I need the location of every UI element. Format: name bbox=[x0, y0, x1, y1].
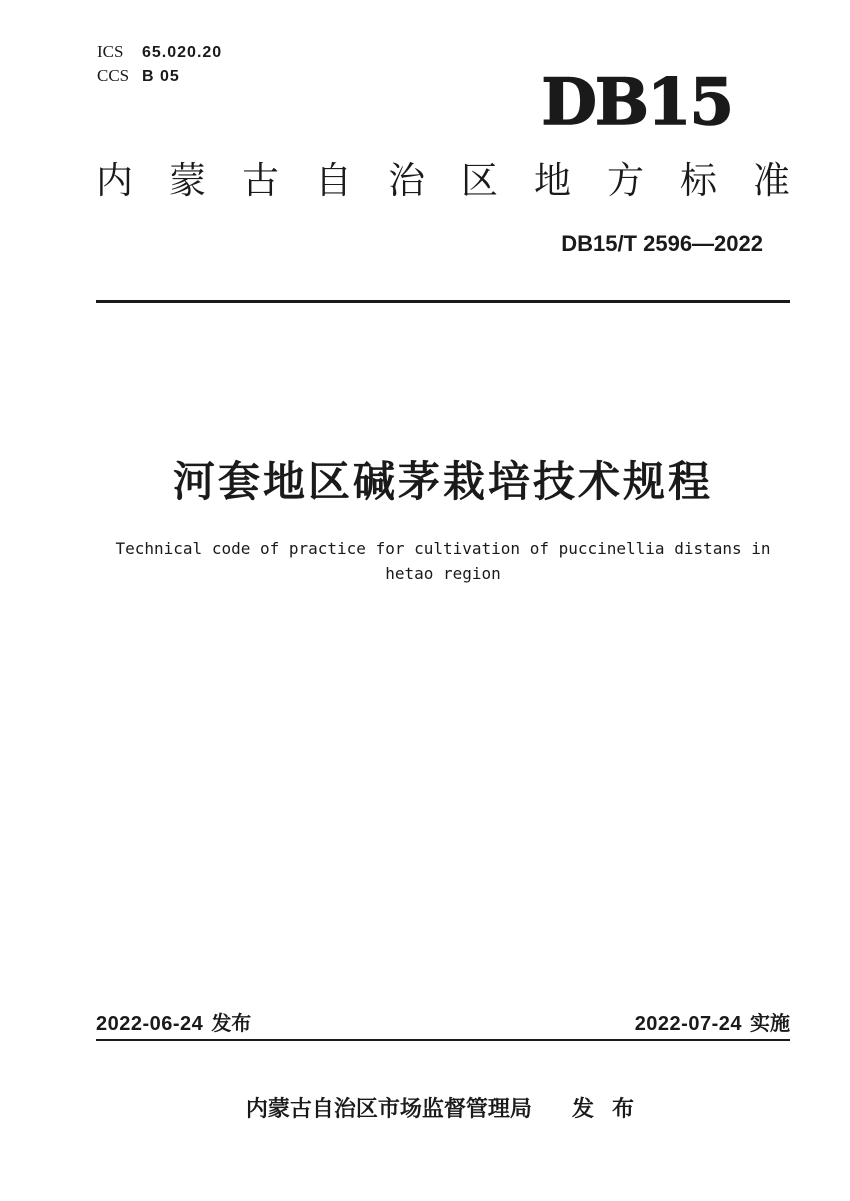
release-label: 发布 bbox=[211, 1013, 252, 1035]
header-rule bbox=[96, 300, 790, 303]
implementation-label: 实施 bbox=[750, 1013, 790, 1035]
title-english bbox=[96, 536, 790, 586]
publisher-name: 内蒙古自治区市场监督管理局 bbox=[245, 1096, 532, 1121]
implementation-date: 2022-07-24 bbox=[634, 1013, 742, 1035]
ccs-label: CCS bbox=[97, 66, 130, 85]
title-english-line2: hetao region bbox=[385, 564, 501, 583]
classification-codes bbox=[97, 40, 222, 88]
ccs-row bbox=[97, 64, 222, 88]
ics-row bbox=[97, 40, 222, 64]
standard-number: DB15/T 2596—2022 bbox=[561, 231, 763, 256]
date-row bbox=[96, 1012, 790, 1036]
publisher-row bbox=[96, 1096, 790, 1122]
ccs-code: B 05 bbox=[142, 68, 180, 85]
standard-name-justified: 内 蒙 古 自 治 区 地 方 标 准 bbox=[96, 160, 790, 201]
db15-logo: DB15 bbox=[541, 65, 732, 140]
ics-label: ICS bbox=[97, 42, 124, 61]
ics-code: 65.020.20 bbox=[142, 44, 223, 61]
publish-label: 发 布 bbox=[571, 1096, 641, 1121]
release-date-item bbox=[96, 1012, 251, 1036]
title-english-line1: Technical code of practice for cultivation of puccinellia distans in bbox=[115, 539, 771, 558]
title-chinese: 河套地区碱茅栽培技术规程 bbox=[172, 458, 713, 505]
footer-rule bbox=[96, 1039, 790, 1041]
implementation-date-item bbox=[635, 1012, 790, 1036]
release-date: 2022-06-24 bbox=[96, 1013, 204, 1035]
